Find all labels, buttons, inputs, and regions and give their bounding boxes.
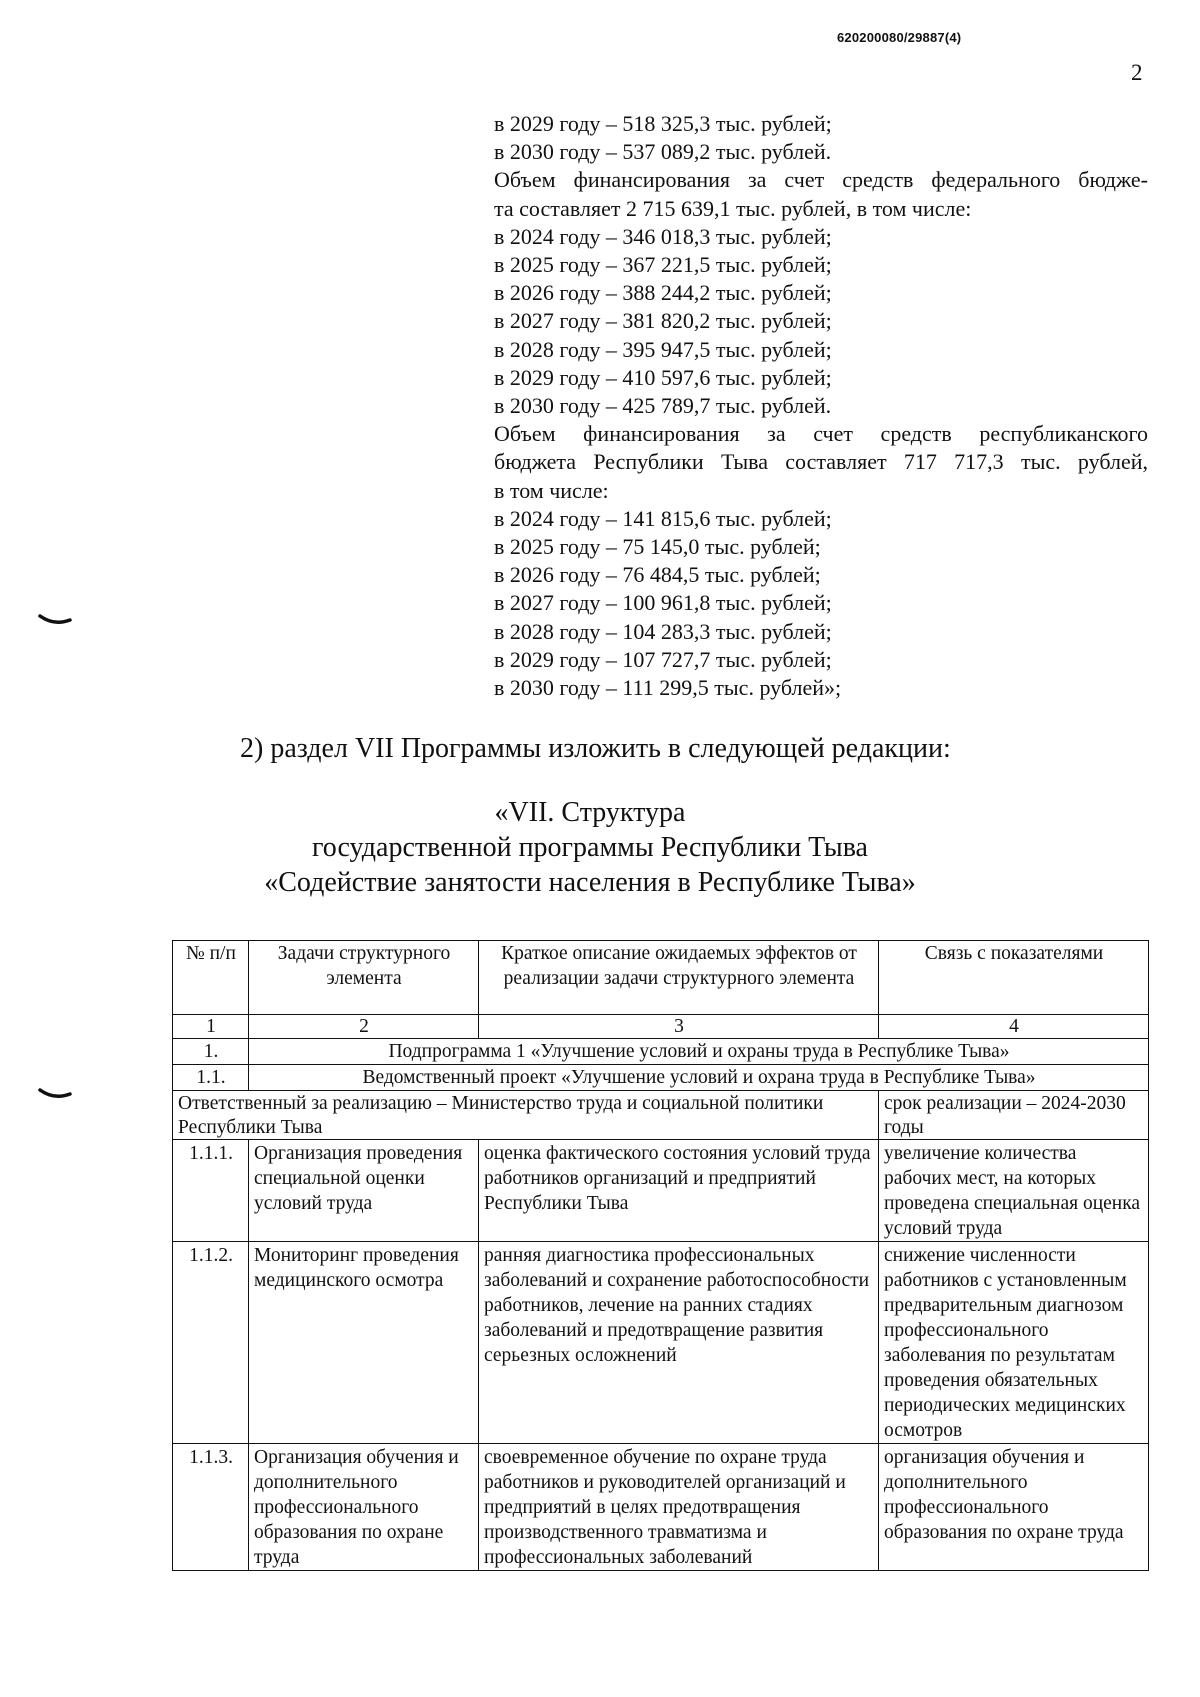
page-number: 2: [1131, 60, 1143, 85]
federal-year-line: в 2027 году – 381 820,2 тыс. рублей;: [494, 308, 832, 334]
indicator-cell: увеличение количества рабочих мест, на которых проведена специальная оценка условий труда: [879, 1140, 1149, 1242]
republic-year-line: в 2025 году – 75 145,0 тыс. рублей;: [494, 534, 821, 560]
federal-intro-line: Объем финансирования за счет средств федерального бюдже-: [494, 167, 1148, 193]
row-number: 1.1.2.: [173, 1242, 249, 1444]
republic-year-line: в 2030 году – 111 299,5 тыс. рублей»;: [494, 675, 842, 701]
federal-year-line: в 2024 году – 346 018,3 тыс. рублей;: [494, 223, 832, 249]
federal-year-line: в 2028 году – 395 947,5 тыс. рублей;: [494, 336, 832, 362]
indicator-cell: снижение численности работников с установленным предварительным диагнозом профессионального заболевания по результатам проведения обязательных периодических медицинских осмотров: [879, 1242, 1149, 1444]
column-number: 1: [173, 1015, 249, 1039]
section-title-line: «VII. Структура: [494, 797, 686, 828]
column-number: 2: [249, 1015, 479, 1039]
table-row: [173, 1444, 1149, 1571]
amendment-paragraph: 2) раздел VII Программы изложить в следующей редакции:: [240, 733, 951, 764]
column-number: 4: [879, 1015, 1149, 1039]
row-number: 1.1.: [173, 1065, 249, 1091]
republic-year-line: в 2029 году – 107 727,7 тыс. рублей;: [494, 646, 832, 672]
table-row: [173, 1242, 1149, 1444]
republic-intro-line: бюджета Республики Тыва составляет 717 717,3 тыс. рублей,: [494, 449, 1148, 475]
implementation-term: срок реализации – 2024-2030 годы: [879, 1091, 1149, 1140]
task-cell: Организация проведения специальной оценки условий труда: [249, 1140, 479, 1242]
document-id: 620200080/29887(4): [837, 30, 962, 45]
header-cell: Задачи структурного элемента: [249, 941, 479, 1015]
row-number: 1.: [173, 1039, 249, 1065]
header-cell: Краткое описание ожидаемых эффектов от реализации задачи структурного элемента: [479, 941, 879, 1015]
republic-year-line: в 2024 году – 141 815,6 тыс. рублей;: [494, 505, 832, 531]
republic-intro-line: Объем финансирования за счет средств республиканского: [494, 421, 1148, 447]
responsible-text: Ответственный за реализацию – Министерство труда и социальной политики Республики Тыва: [173, 1091, 879, 1140]
task-cell: Мониторинг проведения медицинского осмотра: [249, 1242, 479, 1444]
financing-text: [494, 110, 1148, 702]
federal-year-line: в 2026 году – 388 244,2 тыс. рублей;: [494, 280, 832, 306]
republic-year-line: в 2026 году – 76 484,5 тыс. рублей;: [494, 562, 821, 588]
column-number: 3: [479, 1015, 879, 1039]
federal-year-line: в 2030 году – 425 789,7 тыс. рублей.: [494, 393, 832, 419]
subprogram-row: [173, 1039, 1149, 1065]
project-title: Ведомственный проект «Улучшение условий и охрана труда в Республике Тыва»: [249, 1065, 1149, 1091]
section-title-line: «Содействие занятости населения в Республике Тыва»: [264, 867, 916, 898]
subprogram-title: Подпрограмма 1 «Улучшение условий и охраны труда в Республике Тыва»: [249, 1039, 1149, 1065]
section-title: [240, 795, 940, 900]
financing-line: в 2029 году – 518 325,3 тыс. рублей;: [494, 111, 832, 136]
row-number: 1.1.3.: [173, 1444, 249, 1571]
task-cell: Организация обучения и дополнительного профессионального образования по охране труда: [249, 1444, 479, 1571]
header-cell: Связь с показателями: [879, 941, 1149, 1015]
header-cell: № п/п: [173, 941, 249, 1015]
structure-table: [172, 940, 1149, 1571]
binding-mark: [38, 614, 72, 628]
binding-mark: [38, 1088, 72, 1102]
column-number-row: [173, 1015, 1149, 1039]
effect-cell: своевременное обучение по охране труда работников и руководителей организаций и предприятий в целях предотвращения производственного травматизма и профессиональных заболеваний: [479, 1444, 879, 1571]
federal-year-line: в 2025 году – 367 221,5 тыс. рублей;: [494, 252, 832, 278]
table-header-row: [173, 941, 1149, 1015]
effect-cell: ранняя диагностика профессиональных заболеваний и сохранение работоспособности работников, лечение на ранних стадиях заболеваний и предотвращение развития серьезных осложнений: [479, 1242, 879, 1444]
federal-intro-line: та составляет 2 715 639,1 тыс. рублей, в том числе:: [494, 195, 972, 221]
republic-year-line: в 2027 году – 100 961,8 тыс. рублей;: [494, 590, 832, 616]
section-title-line: государственной программы Республики Тыва: [312, 832, 868, 863]
financing-line: в 2030 году – 537 089,2 тыс. рублей.: [494, 139, 832, 165]
project-row: [173, 1065, 1149, 1091]
indicator-cell: организация обучения и дополнительного профессионального образования по охране труда: [879, 1444, 1149, 1571]
table-row: [173, 1140, 1149, 1242]
responsible-row: [173, 1091, 1149, 1140]
row-number: 1.1.1.: [173, 1140, 249, 1242]
republic-intro-line: в том числе:: [494, 477, 609, 503]
federal-year-line: в 2029 году – 410 597,6 тыс. рублей;: [494, 364, 832, 390]
republic-year-line: в 2028 году – 104 283,3 тыс. рублей;: [494, 618, 832, 644]
effect-cell: оценка фактического состояния условий труда работников организаций и предприятий Республики Тыва: [479, 1140, 879, 1242]
